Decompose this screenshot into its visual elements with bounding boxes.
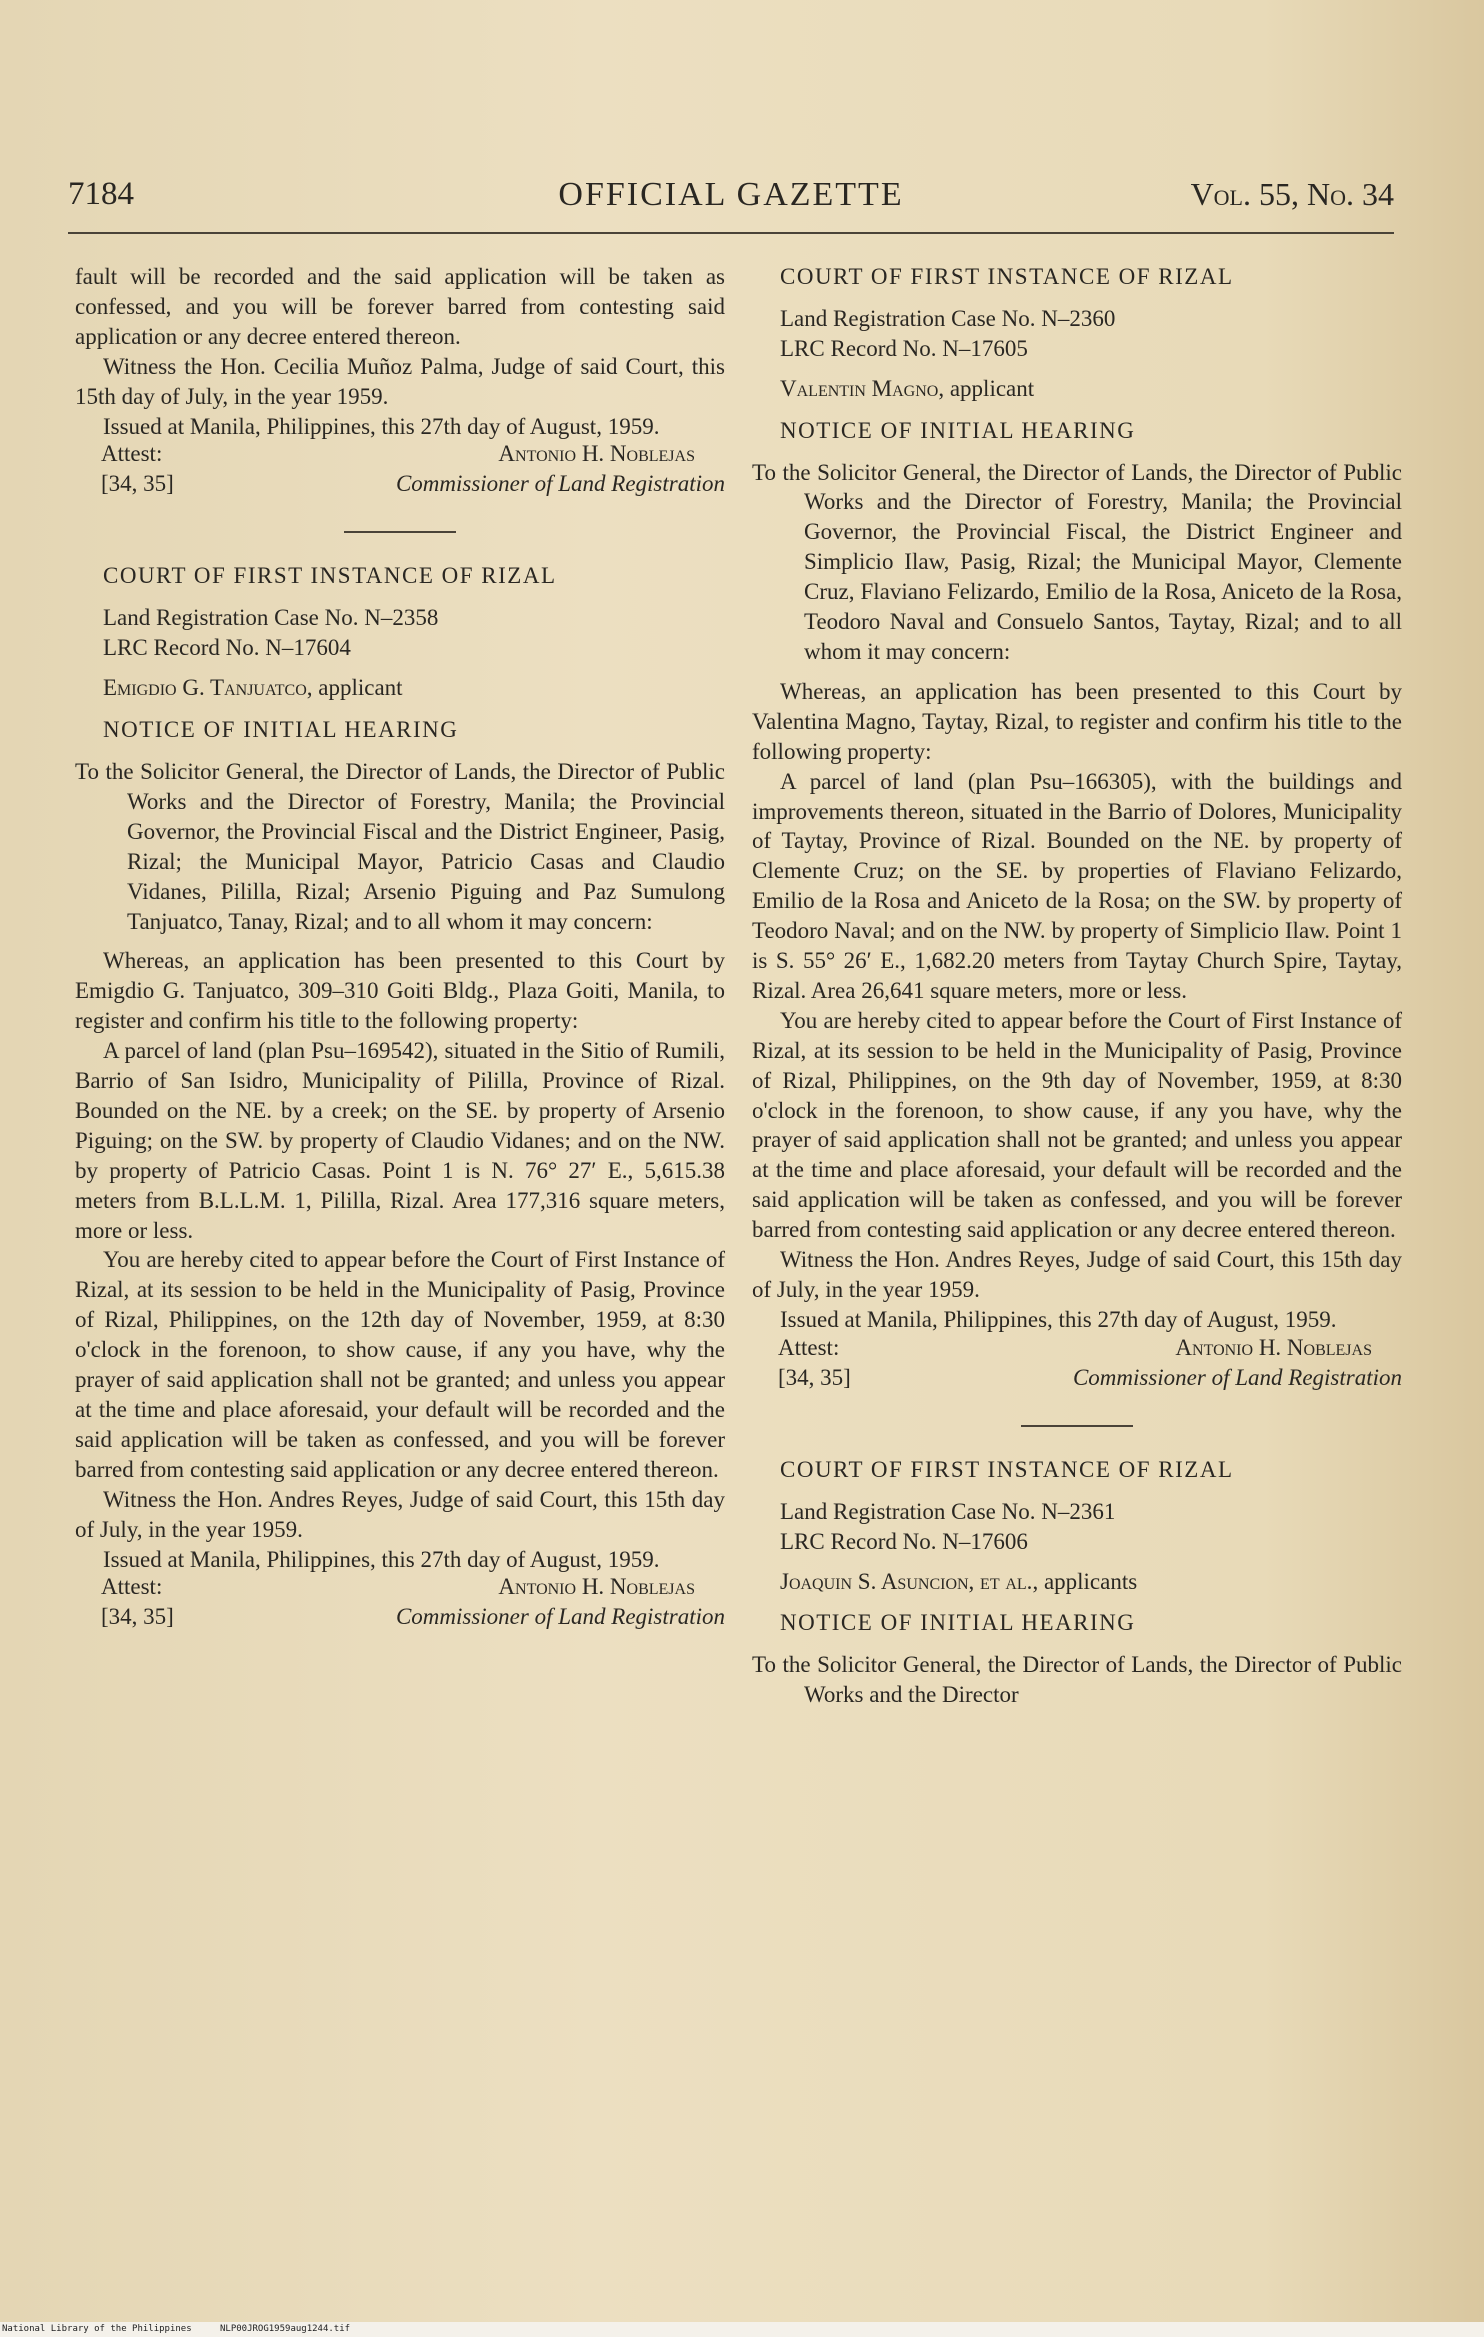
library-credit: National Library of the Philippines xyxy=(2,2324,192,2334)
witness-paragraph: Witness the Hon. Andres Reyes, Judge of said Court, this 15th day of July, in the year 1959. xyxy=(75,1486,725,1542)
addressees-paragraph: To the Solicitor General, the Director of Lands, the Director of Public Works and the Director of Forestry, Manila; the Provincial Governor, the Provincial Fiscal and the District Engineer, Pasig, Rizal; the Municipal Mayor, Patricio Casas and Claudio Vidanes, Pililla, Rizal; Arsenio Piguing and Paz Sumulong Tanjuatco, Tanay, Rizal; and to all whom it may concern: xyxy=(75,758,725,934)
parcel-paragraph: A parcel of land (plan Psu–166305), with the buildings and improvements thereon, situated in the Barrio of Dolores, Municipality of Taytay, Province of Rizal. Bounded on the NE. by property of Clemente Cruz; on the SE. by properties of Flaviano Felizardo, Emilio de la Rosa and Aniceto de la Rosa; on the SW. by property of Teodoro Naval; and on the NW. by property of Simplicio Ilaw. Point 1 is S. 55° 26′ E., 1,682.20 meters from Taytay Church Spire, Taytay, Rizal. Area 26,641 square meters, more or less. xyxy=(752,768,1402,1003)
applicant-suffix: , applicants xyxy=(1032,1568,1138,1594)
applicant-name: Emigdio G. Tanjuatco xyxy=(103,675,307,701)
court-heading: COURT OF FIRST INSTANCE OF RIZAL xyxy=(103,563,557,589)
volume-number: Vol. 55, No. 34 xyxy=(1190,176,1394,212)
signature-block xyxy=(752,1335,1402,1395)
issue-reference: [34, 35] xyxy=(101,1604,174,1630)
parcel-paragraph: A parcel of land (plan Psu–169542), situated in the Sitio of Rumili, Barrio of San Isidro, Municipality of Pililla, Province of Rizal. Bounded on the NE. by a creek; on the SE. by property of Arsenio Piguing; on the SW. by property of Claudio Vidanes; and on the NW. by property of Patricio Casas. Point 1 is N. 76° 27′ E., 5,615.38 meters from B.L.L.M. 1, Pililla, Rizal. Area 177,316 square meters, more or less. xyxy=(75,1038,725,1243)
cited-paragraph: You are hereby cited to appear before the Court of First Instance of Rizal, at its session to be held in the Municipality of Pasig, Province of Rizal, Philippines, on the 12th day of November, 1959, at 8:30 o'clock in the forenoon, to show cause, if any you have, why the prayer of said application shall not be granted; and unless you appear at the time and place aforesaid, your default will be recorded and the said application will be taken as confessed, and you will be forever barred from contesting said application or any decree entered thereon. xyxy=(75,1247,725,1482)
notice-n-2360 xyxy=(752,262,1402,1395)
case-number: Land Registration Case No. N–2360 xyxy=(780,305,1116,331)
left-column xyxy=(75,262,725,1634)
applicant-name: Valentin Magno xyxy=(780,375,939,401)
issued-paragraph: Issued at Manila, Philippines, this 27th day of August, 1959. xyxy=(780,1306,1337,1332)
record-number: LRC Record No. N–17604 xyxy=(103,635,351,661)
record-number: LRC Record No. N–17606 xyxy=(780,1528,1028,1554)
continued-paragraph: fault will be recorded and the said application will be taken as confessed, and you will be forever barred from contesting said application or any decree entered thereon. xyxy=(75,264,725,349)
applicant-name: Joaquin S. Asuncion, et al. xyxy=(780,1568,1033,1594)
issued-paragraph: Issued at Manila, Philippines, this 27th day of August, 1959. xyxy=(103,1546,660,1572)
witness-paragraph: Witness the Hon. Andres Reyes, Judge of said Court, this 15th day of July, in the year 1959. xyxy=(752,1247,1402,1302)
page-header xyxy=(68,176,1394,222)
scan-footer xyxy=(0,2322,1484,2337)
signatory-name: Antonio H. Noblejas xyxy=(498,441,695,467)
whereas-paragraph: Whereas, an application has been presented to this Court by Valentina Magno, Taytay, Rizal, to register and confirm his title to the following property: xyxy=(752,678,1402,764)
addressees-paragraph: To the Solicitor General, the Director of Lands, the Director of Public Works and the Director xyxy=(752,1652,1402,1708)
notice-n-2358 xyxy=(75,561,725,1634)
applicant-line xyxy=(75,673,725,703)
attest-label: Attest: xyxy=(101,441,163,467)
applicant-line xyxy=(752,374,1402,404)
signatory-title: Commissioner of Land Registration xyxy=(1072,1364,1402,1390)
notice-n-2361 xyxy=(752,1455,1402,1710)
attest-label: Attest: xyxy=(778,1334,840,1360)
witness-paragraph: Witness the Hon. Cecilia Muñoz Palma, Judge of said Court, this 15th day of July, in the year 1959. xyxy=(75,353,725,409)
issued-paragraph: Issued at Manila, Philippines, this 27th day of August, 1959. xyxy=(103,413,660,439)
cited-paragraph: You are hereby cited to appear before the Court of First Instance of Rizal, at its session to be held in the Municipality of Pasig, Province of Rizal, Philippines, on the 9th day of November, 1959, at 8:30 o'clock in the forenoon, to show cause, if any you have, why the prayer of said application shall not be granted; and unless you appear at the time and place aforesaid, your default will be recorded and the said application will be taken as confessed, and you will be forever barred from contesting said application or any decree entered thereon. xyxy=(752,1007,1402,1243)
notice-heading: NOTICE OF INITIAL HEARING xyxy=(103,717,459,743)
applicant-suffix: , applicant xyxy=(306,675,403,701)
applicant-line xyxy=(752,1567,1402,1597)
scan-filename: NLP00JROG1959aug1244.tif xyxy=(220,2324,351,2334)
section-separator xyxy=(344,531,456,533)
addressees-paragraph: To the Solicitor General, the Director of Lands, the Director of Public Works and the Director of Forestry, Manila; the Provincial Governor, the Provincial Fiscal, the District Engineer and Simplicio Ilaw, Pasig, Rizal; the Municipal Mayor, Clemente Cruz, Flaviano Felizardo, Emilio de la Rosa, Aniceto de la Rosa, Teodoro Naval and Consuelo Santos, Taytay, Rizal; and to all whom it may concern: xyxy=(752,459,1402,664)
issue-reference: [34, 35] xyxy=(778,1364,851,1390)
attest-label: Attest: xyxy=(101,1574,163,1600)
applicant-suffix: , applicant xyxy=(938,375,1035,401)
signature-block xyxy=(75,441,725,501)
signatory-name: Antonio H. Noblejas xyxy=(1175,1334,1372,1360)
publication-title: OFFICIAL GAZETTE xyxy=(558,176,904,213)
court-heading: COURT OF FIRST INSTANCE OF RIZAL xyxy=(780,264,1234,289)
right-column xyxy=(752,262,1402,1710)
record-number: LRC Record No. N–17605 xyxy=(780,335,1028,361)
whereas-paragraph: Whereas, an application has been presented to this Court by Emigdio G. Tanjuatco, 309–310 Goiti Bldg., Plaza Goiti, Manila, to register and confirm his title to the following property: xyxy=(75,948,725,1034)
issue-reference: [34, 35] xyxy=(101,471,174,497)
signatory-title: Commissioner of Land Registration xyxy=(395,471,725,497)
notice-heading: NOTICE OF INITIAL HEARING xyxy=(780,1610,1136,1636)
case-number: Land Registration Case No. N–2361 xyxy=(780,1498,1116,1524)
court-heading: COURT OF FIRST INSTANCE OF RIZAL xyxy=(780,1456,1234,1482)
signature-block xyxy=(75,1574,725,1634)
signatory-name: Antonio H. Noblejas xyxy=(498,1574,695,1600)
notice-heading: NOTICE OF INITIAL HEARING xyxy=(780,417,1136,443)
header-rule xyxy=(68,232,1394,234)
signatory-title: Commissioner of Land Registration xyxy=(395,1604,725,1630)
page-number: 7184 xyxy=(68,176,134,212)
case-number: Land Registration Case No. N–2358 xyxy=(103,605,439,631)
section-separator xyxy=(1021,1425,1133,1427)
